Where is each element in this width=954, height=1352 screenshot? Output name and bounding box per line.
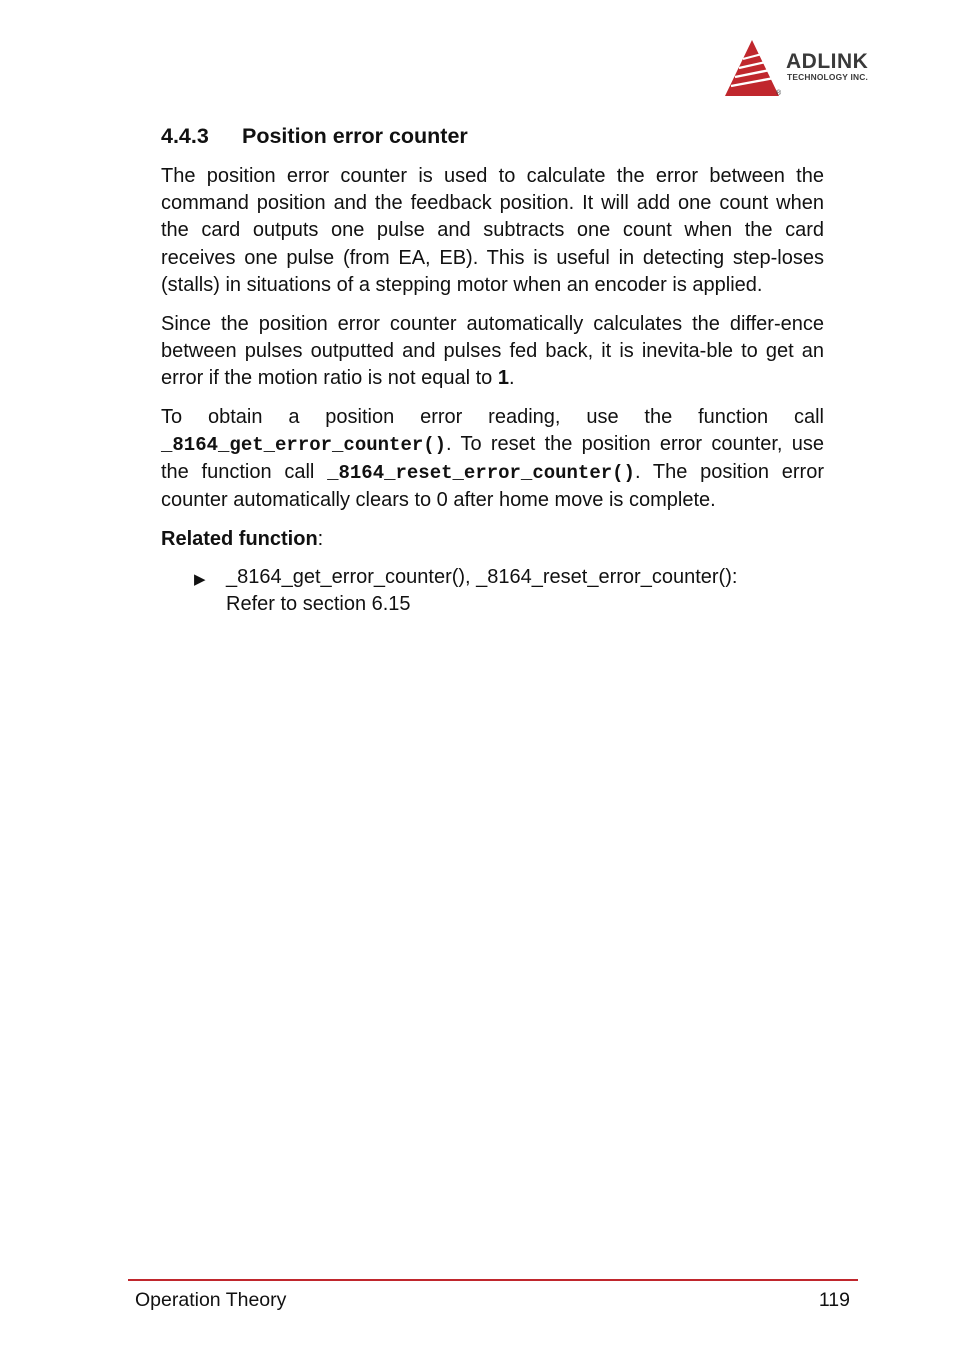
adlink-triangle-icon [722,38,782,100]
paragraph-3-part-b: . To reset the position error counter, use the function call [161,432,824,484]
paragraph-3-part-a: To obtain a position error reading, use the function call [161,405,824,428]
paragraph-3-part-c: . The position error counter automatically clears to 0 after home move is complete. [161,461,824,512]
paragraph-3 [161,404,824,515]
related-function-label: Related function [161,527,318,550]
reset-error-counter-code: _8164_reset_error_counter() [327,462,635,485]
related-function-reference: Refer to section 6.15 [226,593,411,616]
section-number: 4.4.3 [161,124,209,148]
paragraph-2-text: Since the position error counter automatically calculates the differ-ence between pulses outputted and pulses fed back, it is inevita-ble to get an error if the motion ratio is not equal to [161,312,824,389]
related-function-heading [161,526,824,553]
footer-page-number: 119 [818,1289,850,1311]
get-error-counter-code: _8164_get_error_counter() [161,433,447,456]
paragraph-2-end: . [508,366,515,389]
logo-tagline: TECHNOLOGY INC. [787,72,869,82]
ratio-value: 1 [497,366,509,389]
related-function-item [161,564,824,618]
logo-wordmark: ADLINK [786,50,869,73]
paragraph-2 [161,311,824,393]
footer-rule [128,1279,858,1281]
bullet-arrow-icon: ▶ [194,570,206,588]
logo-registered-mark: ® [776,90,782,97]
related-function-names: _8164_get_error_counter(), _8164_reset_error_counter(): [226,565,738,588]
paragraph-1: The position error counter is used to calculate the error between the command position and the feedback position. It will add one count when the card outputs one pulse and subtracts one count when the card receives one pulse (from EA, EB). This is useful in detecting step-loses (stalls) in situations of a stepping motor when an encoder is applied. [161,165,824,296]
adlink-logo [722,38,914,100]
related-function-colon: : [317,527,324,550]
footer-chapter-title: Operation Theory [135,1289,287,1311]
section-heading [161,120,824,152]
section-title: Position error counter [242,124,468,148]
main-content [161,120,824,618]
